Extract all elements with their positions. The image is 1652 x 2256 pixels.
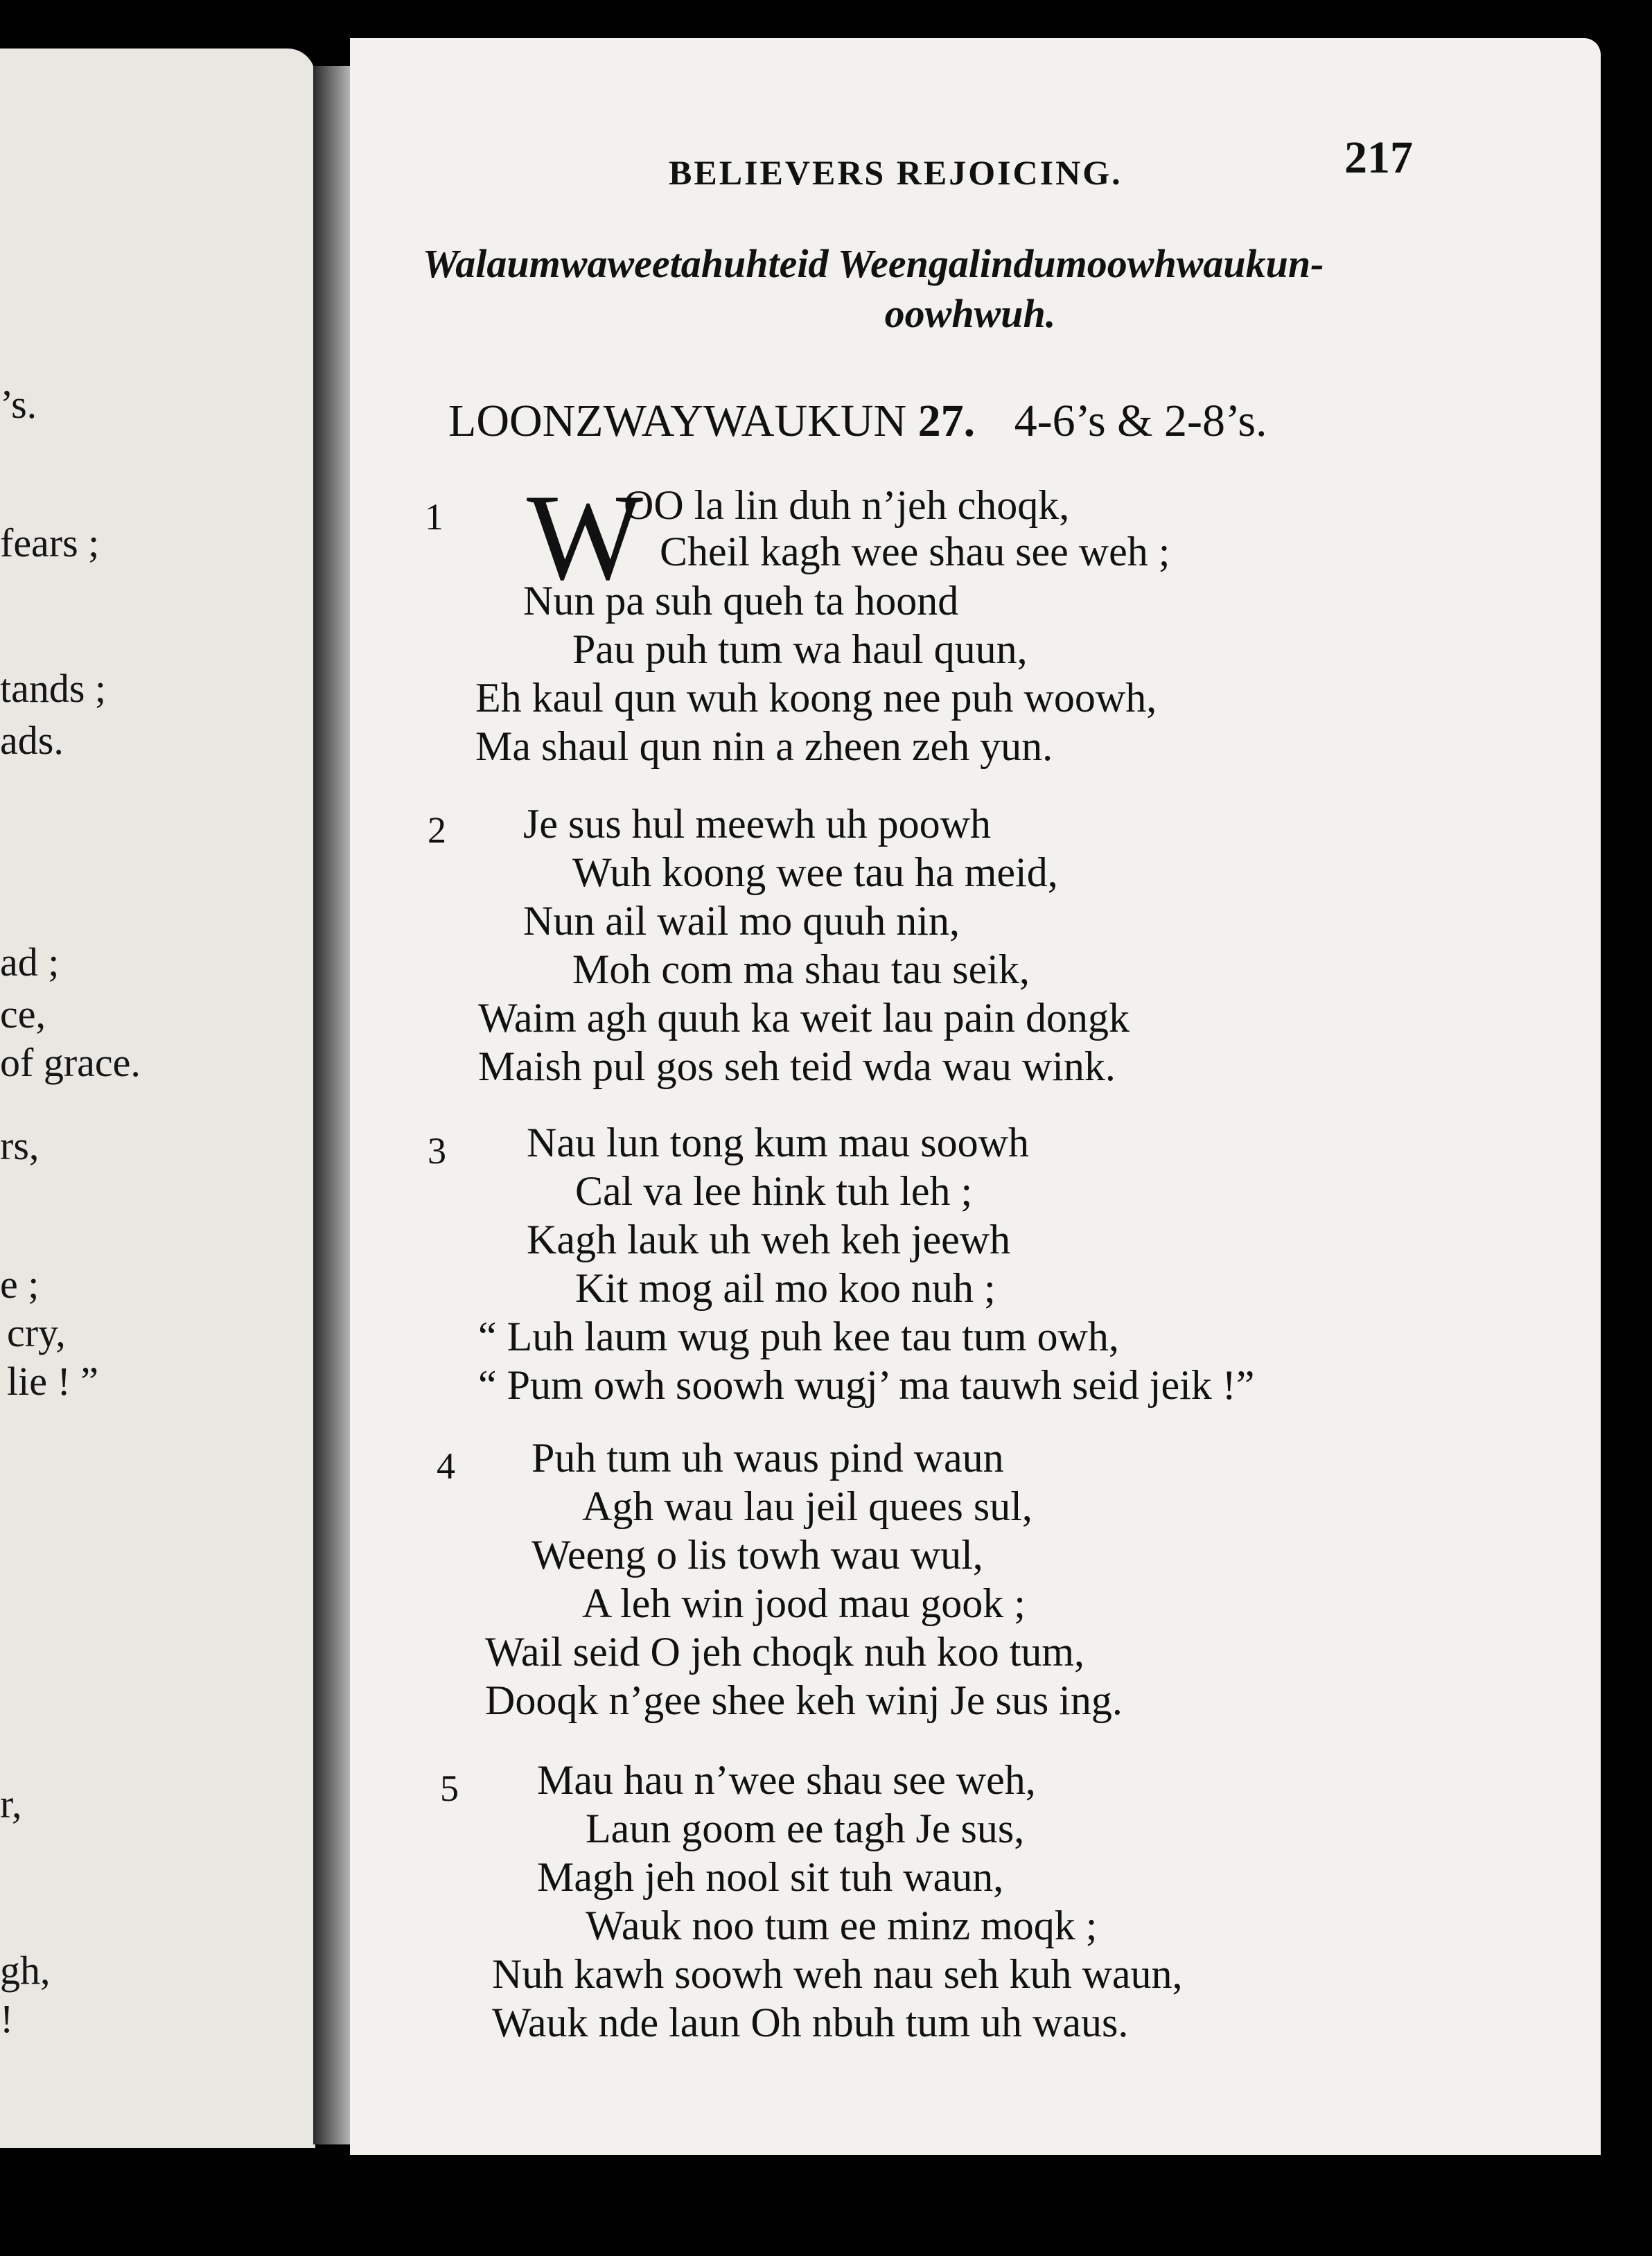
verse-line: Nuh kawh soowh weh nau seh kuh waun, — [492, 1951, 1183, 1997]
verse-line: Agh wau lau jeil quees sul, — [582, 1483, 1032, 1529]
left-fragment: r, — [0, 1781, 22, 1826]
page-gutter — [313, 66, 352, 2144]
verse-line: “ Pum owh soowh wugj’ ma tauwh seid jeik !” — [478, 1362, 1255, 1408]
verse-line: OO la lin duh n’jeh choqk, — [624, 482, 1070, 528]
verse-line: Puh tum uh waus pind waun — [531, 1435, 1004, 1481]
verse-line: Cal va lee hink tuh leh ; — [575, 1168, 973, 1214]
left-fragment: tands ; — [0, 666, 107, 711]
verse-number: 1 — [425, 496, 443, 538]
hymn-meter: 4-6’s & 2-8’s. — [1014, 396, 1267, 446]
hymn-number: 27. — [917, 396, 976, 446]
verse-line: Moh com ma shau tau seik, — [572, 946, 1030, 992]
left-fragment: fears ; — [0, 520, 100, 565]
left-fragment: lie ! ” — [7, 1359, 99, 1404]
drop-cap: W — [527, 468, 644, 606]
page-number: 217 — [1344, 132, 1413, 183]
hymn-heading — [448, 395, 1267, 448]
verse-line: Nun ail wail mo quuh nin, — [523, 898, 960, 944]
subtitle-line-1: Walaumwaweetahuhteid Weengalindumoowhwaukun- — [423, 241, 1324, 286]
verse-line: Wail seid O jeh choqk nuh koo tum, — [485, 1629, 1085, 1675]
right-page — [350, 38, 1601, 2155]
verse-line: Dooqk n’gee shee keh winj Je sus ing. — [485, 1677, 1123, 1723]
verse-line: Wuh koong wee tau ha meid, — [572, 849, 1058, 895]
left-fragment: ad ; — [0, 940, 60, 985]
left-fragment: e ; — [0, 1262, 39, 1307]
verse-line: Pau puh tum wa haul quun, — [572, 626, 1028, 672]
verse-line: Laun goom ee tagh Je sus, — [586, 1806, 1025, 1851]
left-page — [0, 49, 315, 2148]
left-fragment: ! — [0, 1996, 14, 2041]
verse-line: Ma shaul qun nin a zheen zeh yun. — [475, 723, 1053, 769]
verse-line: Nun pa suh queh ta hoond — [523, 578, 959, 624]
verse-line: Weeng o lis towh wau wul, — [531, 1532, 983, 1578]
left-fragment: cry, — [7, 1310, 66, 1355]
verse-line: Kagh lauk uh weh keh jeewh — [527, 1217, 1011, 1262]
verse-line: Wauk noo tum ee minz moqk ; — [586, 1903, 1098, 1948]
left-fragment: gh, — [0, 1948, 51, 1993]
verse-number: 2 — [428, 809, 446, 851]
verse-line: Mau hau n’wee shau see weh, — [537, 1757, 1036, 1803]
scan-border — [0, 2155, 1652, 2256]
hymn-subtitle — [423, 239, 1518, 339]
verse-line: Wauk nde laun Oh nbuh tum uh waus. — [492, 2000, 1129, 2045]
verse-line: Maish pul gos seh teid wda wau wink. — [478, 1043, 1116, 1089]
left-fragment: rs, — [0, 1123, 39, 1168]
verse-number: 4 — [437, 1445, 455, 1487]
verse-line: Je sus hul meewh uh poowh — [523, 801, 991, 847]
left-fragment: ads. — [0, 718, 64, 763]
left-fragment: ’s. — [0, 382, 37, 427]
verse-line: “ Luh laum wug puh kee tau tum owh, — [478, 1314, 1119, 1359]
verse-line: Magh jeh nool sit tuh waun, — [537, 1854, 1004, 1900]
verse-number: 5 — [440, 1768, 459, 1809]
hymn-title: LOONZWAYWAUKUN — [448, 396, 907, 446]
verse-line: Waim agh quuh ka weit lau pain dongk — [478, 995, 1130, 1041]
left-fragment: ce, — [0, 992, 46, 1037]
verse-line: Eh kaul qun wuh koong nee puh woowh, — [475, 675, 1157, 721]
verse-line: Nau lun tong kum mau soowh — [527, 1120, 1029, 1165]
verse-line: Kit mog ail mo koo nuh ; — [575, 1265, 996, 1311]
verse-line: A leh win jood mau gook ; — [582, 1580, 1026, 1626]
running-title: BELIEVERS REJOICING. — [669, 153, 1123, 192]
subtitle-line-2: oowhwuh. — [884, 291, 1056, 336]
verse-line: Cheil kagh wee shau see weh ; — [660, 529, 1170, 574]
left-fragment: of grace. — [0, 1040, 141, 1085]
verse-number: 3 — [428, 1130, 446, 1172]
